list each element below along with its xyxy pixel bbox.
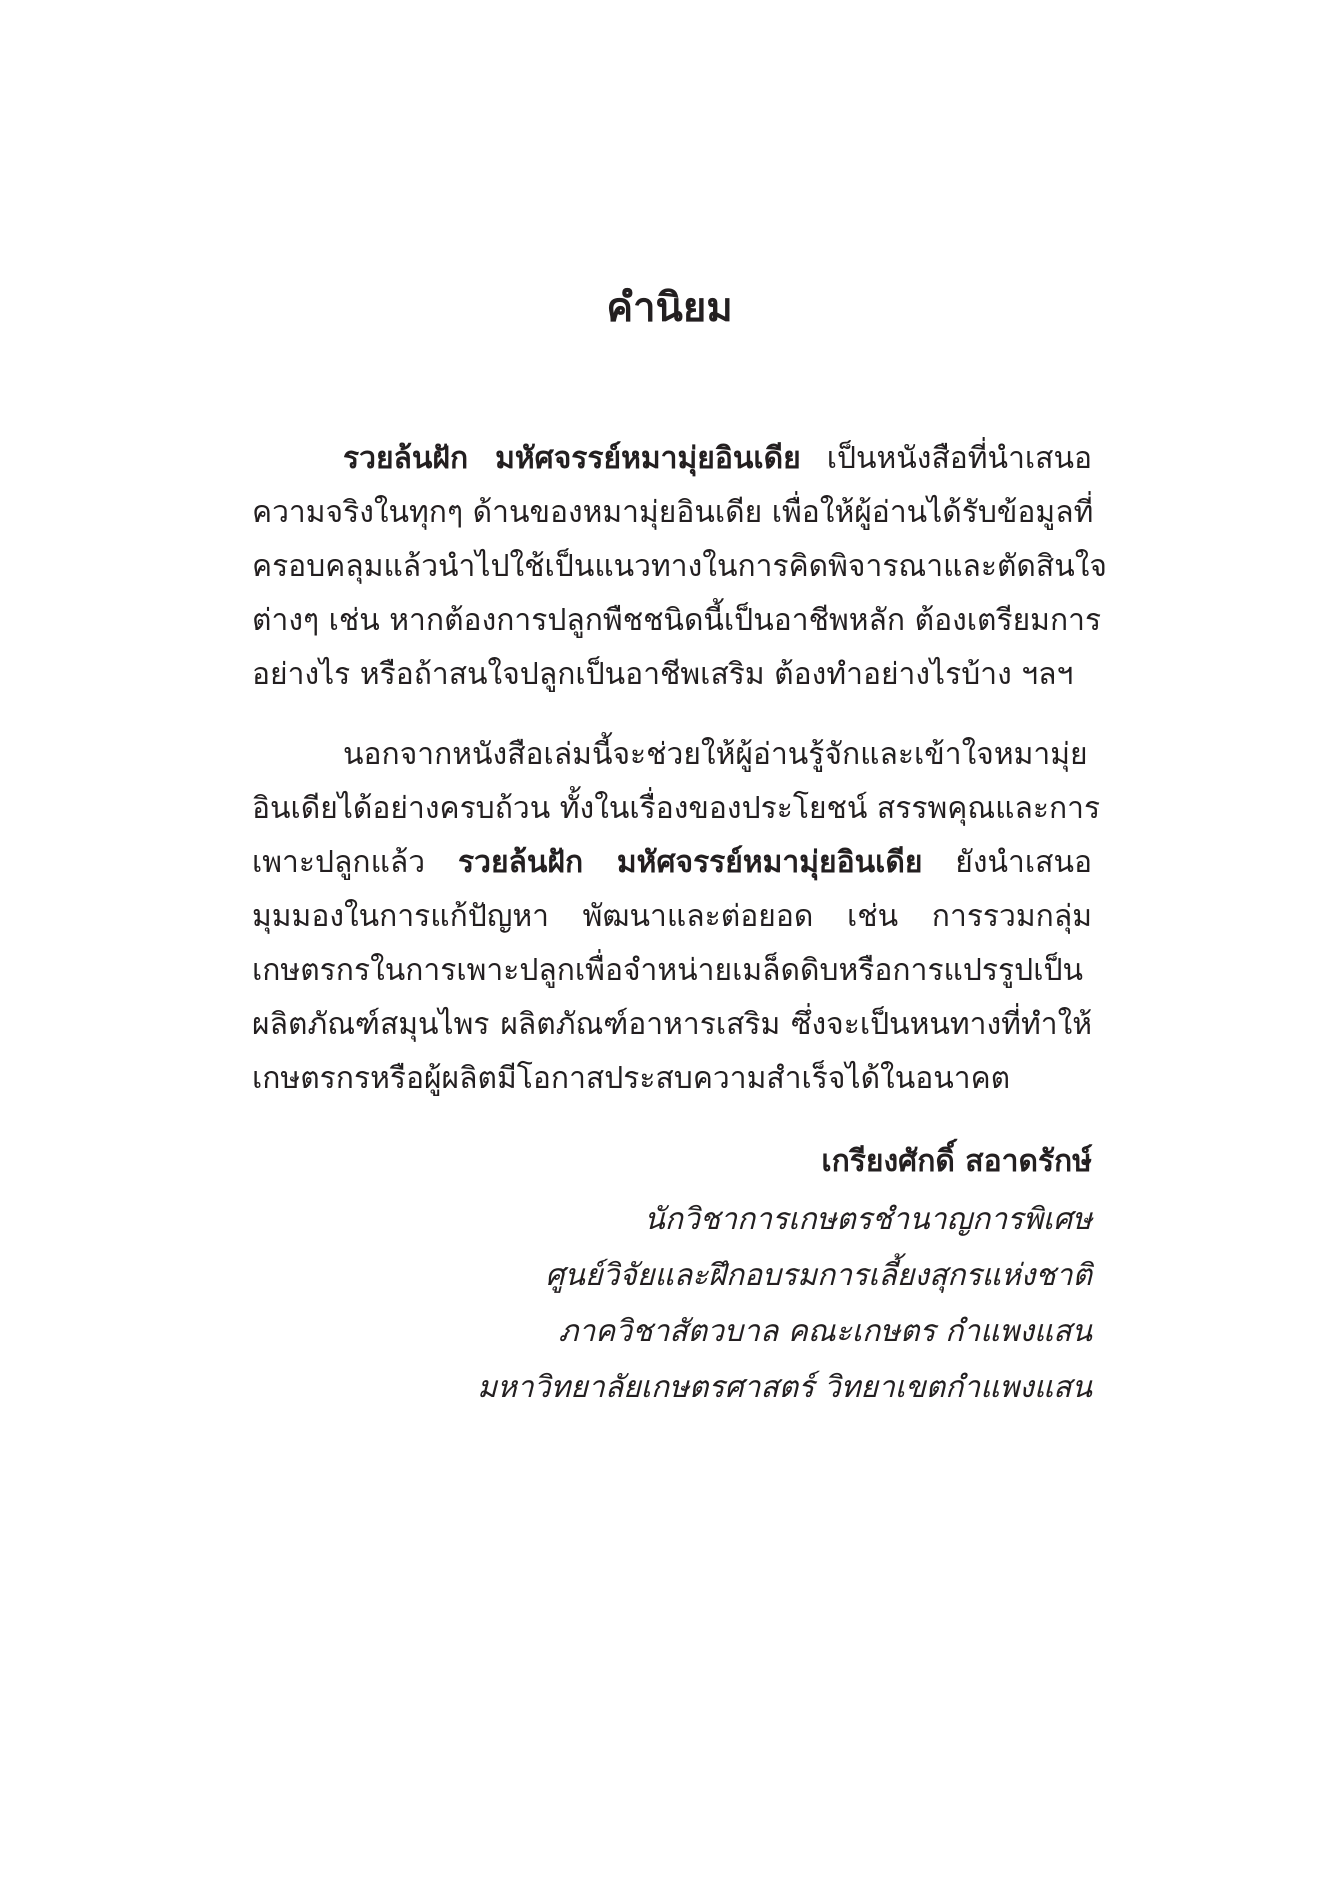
- paragraph-2-line-1: นอกจากหนังสือเล่มนี้จะช่วยให้ผู้อ่านรู้จักและเข้าใจหมามุ่ย: [343, 737, 1088, 772]
- signature-name: เกรียงศักดิ์ สอาดรักษ์: [821, 1144, 1092, 1179]
- paragraph-2-line-7: เกษตรกรหรือผู้ผลิตมีโอกาสประสบความสำเร็จได้ในอนาคต: [252, 1061, 1011, 1096]
- paragraph-2-line-4: มุมมองในการแก้ปัญหา พัฒนาและต่อยอด เช่น การรวมกลุ่ม: [252, 899, 1092, 934]
- paragraph-2-line-2: อินเดียได้อย่างครบถ้วน ทั้งในเรื่องของประโยชน์ สรรพคุณและการ: [252, 791, 1101, 826]
- book-title-emphasis: รวยล้นฝัก มหัศจรรย์หมามุ่ยอินเดีย: [457, 845, 923, 880]
- paragraph-text: เป็นหนังสือที่นำเสนอ: [800, 441, 1092, 476]
- paragraph-text: ยังนำเสนอ: [922, 845, 1092, 880]
- signature-center: ศูนย์วิจัยและฝึกอบรมการเลี้ยงสุกรแห่งชาติ: [545, 1258, 1092, 1293]
- page-title: คำนิยม: [606, 285, 733, 331]
- paragraph-1-line-5: อย่างไร หรือถ้าสนใจปลูกเป็นอาชีพเสริม ต้องทำอย่างไรบ้าง ฯลฯ: [252, 657, 1074, 692]
- paragraph-1-line-1: [343, 437, 1092, 481]
- paragraph-2-line-6: ผลิตภัณฑ์สมุนไพร ผลิตภัณฑ์อาหารเสริม ซึ่งจะเป็นหนทางที่ทำให้: [252, 1007, 1092, 1042]
- book-title-emphasis: รวยล้นฝัก มหัศจรรย์หมามุ่ยอินเดีย: [343, 441, 801, 476]
- paragraph-1-line-3: ครอบคลุมแล้วนำไปใช้เป็นแนวทางในการคิดพิจารณาและตัดสินใจ: [252, 549, 1107, 584]
- paragraph-2-line-3: [252, 841, 1092, 885]
- paragraph-2-line-5: เกษตรกรในการเพาะปลูกเพื่อจำหน่ายเมล็ดดิบหรือการแปรรูปเป็น: [252, 953, 1084, 988]
- paragraph-text: เพาะปลูกแล้ว: [252, 845, 458, 880]
- signature-position: นักวิชาการเกษตรชำนาญการพิเศษ: [644, 1202, 1092, 1237]
- signature-university: มหาวิทยาลัยเกษตรศาสตร์ วิทยาเขตกำแพงแสน: [477, 1370, 1092, 1405]
- paragraph-1-line-4: ต่างๆ เช่น หากต้องการปลูกพืชชนิดนี้เป็นอาชีพหลัก ต้องเตรียมการ: [252, 603, 1102, 638]
- signature-department: ภาควิชาสัตวบาล คณะเกษตร กำแพงแสน: [558, 1314, 1092, 1349]
- paragraph-1-line-2: ความจริงในทุกๆ ด้านของหมามุ่ยอินเดีย เพื่อให้ผู้อ่านได้รับข้อมูลที่: [252, 495, 1094, 530]
